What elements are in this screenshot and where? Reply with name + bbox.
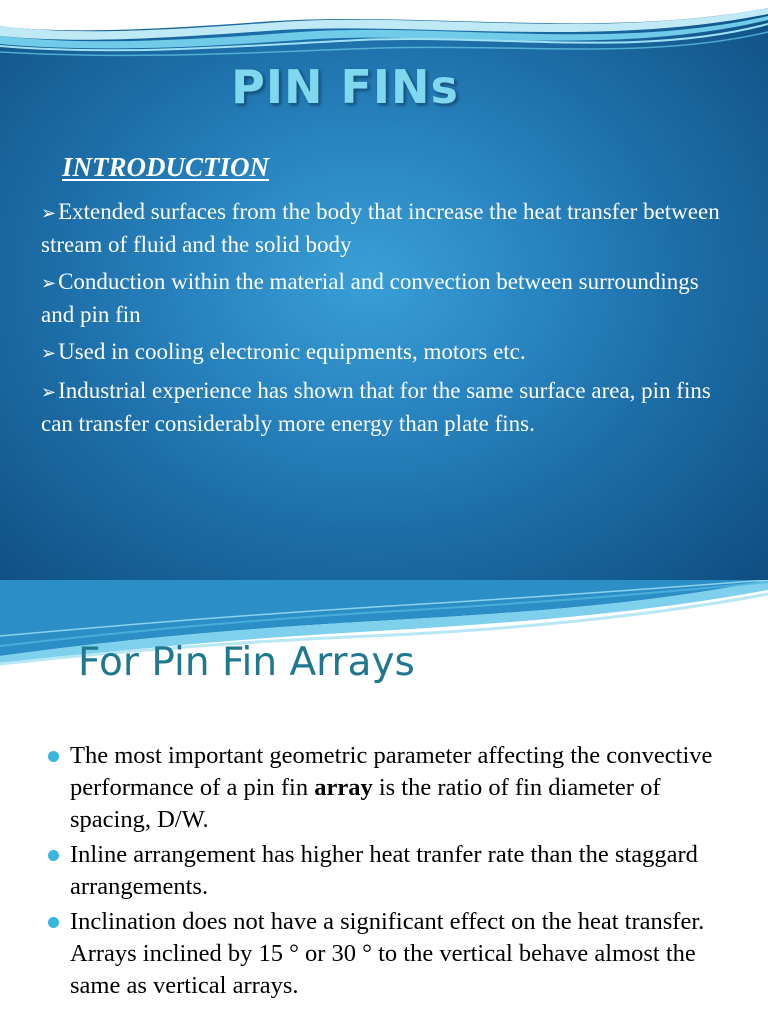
bold-term: array (314, 774, 373, 801)
slide-title: For Pin Fin Arrays (78, 640, 415, 685)
introduction-heading: INTRODUCTION (62, 152, 270, 182)
list-item-text: Used in cooling electronic equipments, motors etc. (58, 339, 526, 364)
list-item (48, 839, 738, 903)
list-item (41, 336, 731, 369)
list-item-text: Conduction within the material and convection between surroundings and pin fin (41, 269, 699, 327)
arrow-bullet-icon: ➢ (41, 203, 57, 223)
arrow-bullet-icon: ➢ (41, 343, 57, 363)
bullet-dot-icon (48, 850, 59, 861)
list-item-text: The most important geometric parameter affecting the convective performance of a pin fin array is the ratio of fin diameter of spacing, D/W. (70, 742, 713, 833)
bullet-dot-icon (48, 917, 59, 928)
slide-title: PIN FINs (231, 60, 459, 114)
bullet-dot-icon (48, 751, 59, 762)
arrow-bullet-icon: ➢ (41, 273, 57, 293)
list-item-text: Inline arrangement has higher heat tranfer rate than the staggard arrangements. (70, 841, 698, 900)
list-item-text: Industrial experience has shown that for the same surface area, pin fins can transfer considerably more energy than plate fins. (41, 378, 711, 436)
arrow-bullet-icon: ➢ (41, 382, 57, 402)
introduction-list (41, 196, 731, 445)
list-item (41, 196, 731, 260)
slide-pin-fin-arrays (0, 580, 768, 1024)
list-item (48, 740, 738, 836)
list-item-text: Extended surfaces from the body that increase the heat transfer between stream of fluid and the solid body (41, 199, 720, 257)
list-item (41, 375, 731, 439)
list-item (48, 906, 738, 1002)
list-item-text: Inclination does not have a significant effect on the heat transfer. Arrays inclined by 15 ° or 30 ° to the vertical behave almost the same as vertical arrays. (70, 908, 705, 999)
list-item (41, 266, 731, 330)
arrays-list (48, 740, 738, 1005)
